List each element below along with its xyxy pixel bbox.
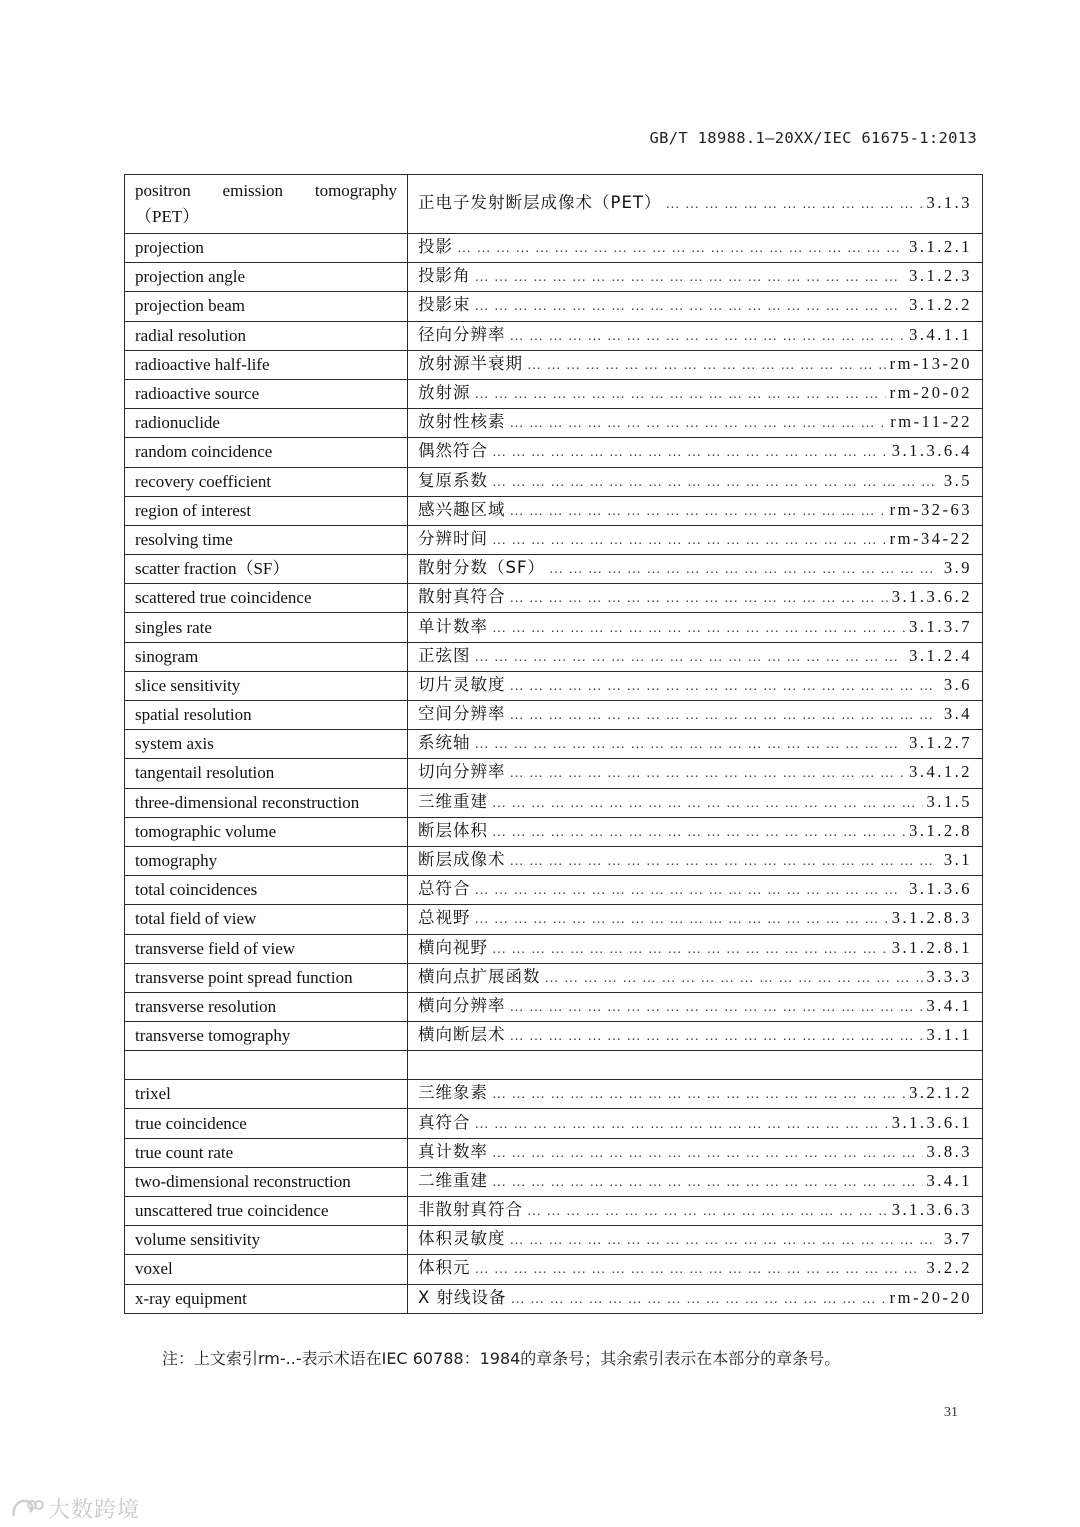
clause-reference: 3.4.1.2 bbox=[909, 762, 972, 782]
clause-reference: 3.4.1 bbox=[926, 995, 972, 1015]
english-term: transverse tomography bbox=[125, 1022, 408, 1051]
dot-leader bbox=[527, 1201, 888, 1223]
table-row bbox=[125, 730, 983, 759]
dot-leader bbox=[549, 559, 940, 581]
english-term: voxel bbox=[125, 1255, 408, 1284]
table-row bbox=[125, 292, 983, 321]
document-header: GB/T 18988.1—20XX/IEC 61675-1:2013 bbox=[649, 129, 977, 147]
english-term: spatial resolution bbox=[125, 701, 408, 730]
chinese-term-cell bbox=[408, 1255, 983, 1284]
dot-leader bbox=[510, 997, 923, 1019]
chinese-term: 切向分辨率 bbox=[418, 762, 506, 782]
english-term: resolving time bbox=[125, 525, 408, 554]
clause-reference: 3.1.3 bbox=[926, 193, 972, 212]
english-term: projection angle bbox=[125, 263, 408, 292]
clause-reference: 3.1.3.6 bbox=[909, 879, 972, 899]
table-row bbox=[125, 846, 983, 875]
chinese-term-cell bbox=[408, 350, 983, 379]
dot-leader bbox=[492, 618, 905, 640]
dot-leader bbox=[457, 238, 905, 260]
clause-reference: 3.1.2.1 bbox=[909, 237, 972, 257]
english-term: transverse field of view bbox=[125, 934, 408, 963]
chinese-term: 断层成像术 bbox=[418, 850, 506, 870]
english-term: volume sensitivity bbox=[125, 1226, 408, 1255]
english-term: two-dimensional reconstruction bbox=[125, 1167, 408, 1196]
chinese-term: 总符合 bbox=[418, 879, 471, 899]
dot-leader bbox=[510, 705, 940, 727]
chinese-term-cell bbox=[408, 1051, 983, 1080]
chinese-term-cell bbox=[408, 876, 983, 905]
chinese-term-cell bbox=[408, 817, 983, 846]
chinese-term-cell bbox=[408, 555, 983, 584]
dot-leader bbox=[510, 1230, 940, 1252]
english-term: sinogram bbox=[125, 642, 408, 671]
chinese-term: 体积灵敏度 bbox=[418, 1229, 506, 1249]
english-term: total field of view bbox=[125, 905, 408, 934]
table-row bbox=[125, 175, 983, 234]
dot-leader bbox=[510, 413, 887, 435]
clause-reference: 3.4.1 bbox=[926, 1170, 972, 1190]
chinese-term-cell bbox=[408, 730, 983, 759]
chinese-term: 正电子发射断层成像术（PET） bbox=[418, 193, 662, 212]
chinese-term-cell bbox=[408, 263, 983, 292]
table-row bbox=[125, 555, 983, 584]
chinese-term: 正弦图 bbox=[418, 645, 471, 665]
clause-reference: 3.2.1.2 bbox=[909, 1083, 972, 1103]
table-row bbox=[125, 350, 983, 379]
chinese-term-cell bbox=[408, 1080, 983, 1109]
chinese-term-cell bbox=[408, 496, 983, 525]
table-row bbox=[125, 496, 983, 525]
chinese-term-cell bbox=[408, 321, 983, 350]
chinese-term-cell bbox=[408, 701, 983, 730]
chinese-term-cell bbox=[408, 846, 983, 875]
dot-leader bbox=[492, 1084, 905, 1106]
table-row bbox=[125, 409, 983, 438]
english-term: radial resolution bbox=[125, 321, 408, 350]
english-term: random coincidence bbox=[125, 438, 408, 467]
chinese-term: 放射源半衰期 bbox=[418, 353, 523, 373]
table-row bbox=[125, 876, 983, 905]
chinese-term-cell bbox=[408, 642, 983, 671]
table-row bbox=[125, 1109, 983, 1138]
english-term: scatter fraction（SF） bbox=[125, 555, 408, 584]
dot-leader bbox=[510, 763, 906, 785]
table-row bbox=[125, 613, 983, 642]
table-row bbox=[125, 234, 983, 263]
chinese-term: 偶然符合 bbox=[418, 441, 488, 461]
clause-reference: rm-20-20 bbox=[889, 1287, 972, 1307]
chinese-term-cell bbox=[408, 438, 983, 467]
table-row bbox=[125, 1080, 983, 1109]
chinese-term: 放射源 bbox=[418, 383, 471, 403]
english-term: system axis bbox=[125, 730, 408, 759]
clause-reference: 3.9 bbox=[943, 558, 972, 578]
dot-leader bbox=[665, 194, 922, 216]
chinese-term: 体积元 bbox=[418, 1258, 471, 1278]
english-term: region of interest bbox=[125, 496, 408, 525]
english-term: unscattered true coincidence bbox=[125, 1197, 408, 1226]
table-row bbox=[125, 1226, 983, 1255]
clause-reference: 3.1.2.2 bbox=[909, 295, 972, 315]
english-term: tomographic volume bbox=[125, 817, 408, 846]
dot-leader bbox=[492, 442, 888, 464]
dot-leader bbox=[545, 968, 923, 990]
chinese-term: 系统轴 bbox=[418, 733, 471, 753]
chinese-term: 散射真符合 bbox=[418, 587, 506, 607]
chinese-term-cell bbox=[408, 671, 983, 700]
chinese-term: 投影束 bbox=[418, 295, 471, 315]
chinese-term: 切片灵敏度 bbox=[418, 674, 506, 694]
clause-reference: 3.1.2.8.3 bbox=[891, 908, 972, 928]
english-term: slice sensitivity bbox=[125, 671, 408, 700]
chinese-term: 分辨时间 bbox=[418, 528, 488, 548]
clause-reference: rm-13-20 bbox=[889, 353, 972, 373]
chinese-term-cell bbox=[408, 1197, 983, 1226]
clause-reference: 3.1.2.7 bbox=[909, 733, 972, 753]
dot-leader bbox=[475, 647, 906, 669]
chinese-term-cell bbox=[408, 1167, 983, 1196]
dot-leader bbox=[475, 734, 906, 756]
clause-reference: 3.1.1 bbox=[926, 1025, 972, 1045]
english-term: tangentail resolution bbox=[125, 759, 408, 788]
dot-leader bbox=[492, 939, 888, 961]
chinese-term-cell bbox=[408, 292, 983, 321]
dot-leader bbox=[510, 326, 906, 348]
clause-reference: 3.1.3.6.3 bbox=[891, 1200, 972, 1220]
table-row bbox=[125, 642, 983, 671]
clause-reference: 3.8.3 bbox=[926, 1141, 972, 1161]
table-row bbox=[125, 1022, 983, 1051]
table-row bbox=[125, 379, 983, 408]
table-row bbox=[125, 905, 983, 934]
chinese-term: 非散射真符合 bbox=[418, 1200, 523, 1220]
chinese-term: 断层体积 bbox=[418, 820, 488, 840]
chinese-term: 投影 bbox=[418, 237, 453, 257]
english-term: projection bbox=[125, 234, 408, 263]
table-row bbox=[125, 1284, 983, 1313]
table-row bbox=[125, 671, 983, 700]
clause-reference: 3.1.3.6.4 bbox=[891, 441, 972, 461]
chinese-term-cell bbox=[408, 175, 983, 234]
table-row bbox=[125, 1255, 983, 1284]
dot-leader bbox=[475, 384, 886, 406]
clause-reference: 3.1 bbox=[943, 850, 972, 870]
chinese-term: 放射性核素 bbox=[418, 412, 506, 432]
chinese-term-cell bbox=[408, 1109, 983, 1138]
watermark-text: 大数跨境 bbox=[48, 1498, 141, 1523]
chinese-term: 径向分辨率 bbox=[418, 324, 506, 344]
clause-reference: 3.1.2.3 bbox=[909, 266, 972, 286]
dot-leader bbox=[510, 851, 940, 873]
clause-reference: 3.1.3.6.1 bbox=[891, 1112, 972, 1132]
dot-leader bbox=[511, 1289, 886, 1311]
dot-leader bbox=[475, 267, 906, 289]
chinese-term: 二维重建 bbox=[418, 1170, 488, 1190]
clause-reference: 3.1.2.8.1 bbox=[891, 937, 972, 957]
footnote: 注：上文索引rm-..-表示术语在IEC 60788：1984的章条号；其余索引表示在本部分的章条号。 bbox=[162, 1349, 841, 1368]
clause-reference: 3.4 bbox=[943, 704, 972, 724]
english-term: radionuclide bbox=[125, 409, 408, 438]
chinese-term-cell bbox=[408, 234, 983, 263]
chinese-term: 横向断层术 bbox=[418, 1025, 506, 1045]
dot-leader bbox=[475, 296, 906, 318]
dot-leader bbox=[510, 588, 888, 610]
chinese-term: 横向视野 bbox=[418, 937, 488, 957]
chinese-term-cell bbox=[408, 409, 983, 438]
clause-reference: rm-20-02 bbox=[889, 383, 972, 403]
clause-reference: 3.4.1.1 bbox=[909, 324, 972, 344]
chinese-term-cell bbox=[408, 467, 983, 496]
dot-leader bbox=[492, 1143, 923, 1165]
clause-reference: 3.6 bbox=[943, 674, 972, 694]
dot-leader bbox=[527, 355, 886, 377]
chinese-term: 三维象素 bbox=[418, 1083, 488, 1103]
chinese-term-cell bbox=[408, 1022, 983, 1051]
clause-reference: 3.1.3.6.2 bbox=[891, 587, 972, 607]
dot-leader bbox=[510, 1026, 923, 1048]
chinese-term: 散射分数（SF） bbox=[418, 558, 545, 578]
table-row bbox=[125, 1138, 983, 1167]
chinese-term-cell bbox=[408, 963, 983, 992]
chinese-term-cell bbox=[408, 788, 983, 817]
table-row bbox=[125, 525, 983, 554]
english-term: transverse resolution bbox=[125, 992, 408, 1021]
chinese-term-cell bbox=[408, 992, 983, 1021]
dot-leader bbox=[475, 1114, 888, 1136]
chinese-term: 单计数率 bbox=[418, 616, 488, 636]
english-term bbox=[125, 1051, 408, 1080]
clause-reference: 3.1.5 bbox=[926, 791, 972, 811]
english-term: transverse point spread function bbox=[125, 963, 408, 992]
chinese-term: 三维重建 bbox=[418, 791, 488, 811]
chinese-term: 横向分辨率 bbox=[418, 995, 506, 1015]
table-row bbox=[125, 788, 983, 817]
clause-reference: rm-32-63 bbox=[889, 499, 972, 519]
dot-leader bbox=[492, 530, 886, 552]
chinese-term: 复原系数 bbox=[418, 470, 488, 490]
english-term: singles rate bbox=[125, 613, 408, 642]
dot-leader bbox=[475, 1259, 923, 1281]
table-row bbox=[125, 934, 983, 963]
table-row bbox=[125, 467, 983, 496]
dot-leader bbox=[475, 880, 906, 902]
chinese-term-cell bbox=[408, 905, 983, 934]
chinese-term-cell bbox=[408, 379, 983, 408]
chinese-term: 投影角 bbox=[418, 266, 471, 286]
chinese-term: 真计数率 bbox=[418, 1141, 488, 1161]
chinese-term-cell bbox=[408, 1284, 983, 1313]
chinese-term: 感兴趣区域 bbox=[418, 499, 506, 519]
chinese-term-cell bbox=[408, 584, 983, 613]
dot-leader bbox=[510, 501, 886, 523]
english-term: true count rate bbox=[125, 1138, 408, 1167]
dot-leader bbox=[492, 472, 940, 494]
table-row bbox=[125, 963, 983, 992]
clause-reference: 3.1.2.4 bbox=[909, 645, 972, 665]
table-row bbox=[125, 321, 983, 350]
clause-reference: 3.1.2.8 bbox=[909, 820, 972, 840]
chinese-term: X 射线设备 bbox=[418, 1287, 507, 1307]
english-term: recovery coefficient bbox=[125, 467, 408, 496]
dot-leader bbox=[492, 822, 905, 844]
chinese-term-cell bbox=[408, 759, 983, 788]
english-term: true coincidence bbox=[125, 1109, 408, 1138]
english-term: three-dimensional reconstruction bbox=[125, 788, 408, 817]
table-row bbox=[125, 817, 983, 846]
english-term: total coincidences bbox=[125, 876, 408, 905]
english-term: trixel bbox=[125, 1080, 408, 1109]
clause-reference: 3.5 bbox=[943, 470, 972, 490]
chinese-term-cell bbox=[408, 525, 983, 554]
clause-reference: 3.2.2 bbox=[926, 1258, 972, 1278]
table-row bbox=[125, 701, 983, 730]
dot-leader bbox=[492, 1172, 923, 1194]
watermark bbox=[10, 1493, 140, 1524]
english-term: scattered true coincidence bbox=[125, 584, 408, 613]
chinese-term-cell bbox=[408, 1138, 983, 1167]
table-row bbox=[125, 1197, 983, 1226]
clause-reference: 3.3.3 bbox=[926, 966, 972, 986]
chinese-term: 总视野 bbox=[418, 908, 471, 928]
english-term: radioactive half-life bbox=[125, 350, 408, 379]
table-row bbox=[125, 438, 983, 467]
page-number: 31 bbox=[944, 1405, 958, 1420]
table-row bbox=[125, 1051, 983, 1080]
chinese-term: 横向点扩展函数 bbox=[418, 966, 541, 986]
clause-reference: 3.1.3.7 bbox=[909, 616, 972, 636]
table-row bbox=[125, 992, 983, 1021]
chinese-term-cell bbox=[408, 934, 983, 963]
english-term: tomography bbox=[125, 846, 408, 875]
english-term: x-ray equipment bbox=[125, 1284, 408, 1313]
chinese-term-cell bbox=[408, 1226, 983, 1255]
dot-leader bbox=[492, 793, 923, 815]
watermark-logo-icon bbox=[10, 1496, 44, 1522]
dot-leader bbox=[510, 676, 940, 698]
english-term: projection beam bbox=[125, 292, 408, 321]
english-term: radioactive source bbox=[125, 379, 408, 408]
chinese-term: 空间分辨率 bbox=[418, 704, 506, 724]
chinese-term: 真符合 bbox=[418, 1112, 471, 1132]
table-row bbox=[125, 263, 983, 292]
table-row bbox=[125, 759, 983, 788]
clause-reference: 3.7 bbox=[943, 1229, 972, 1249]
english-term: positron emission tomography（PET） bbox=[125, 175, 408, 234]
clause-reference: rm-11-22 bbox=[890, 412, 972, 432]
chinese-term-cell bbox=[408, 613, 983, 642]
dot-leader bbox=[475, 909, 888, 931]
terms-index-table bbox=[124, 174, 983, 1314]
clause-reference: rm-34-22 bbox=[889, 528, 972, 548]
table-row bbox=[125, 584, 983, 613]
table-row bbox=[125, 1167, 983, 1196]
